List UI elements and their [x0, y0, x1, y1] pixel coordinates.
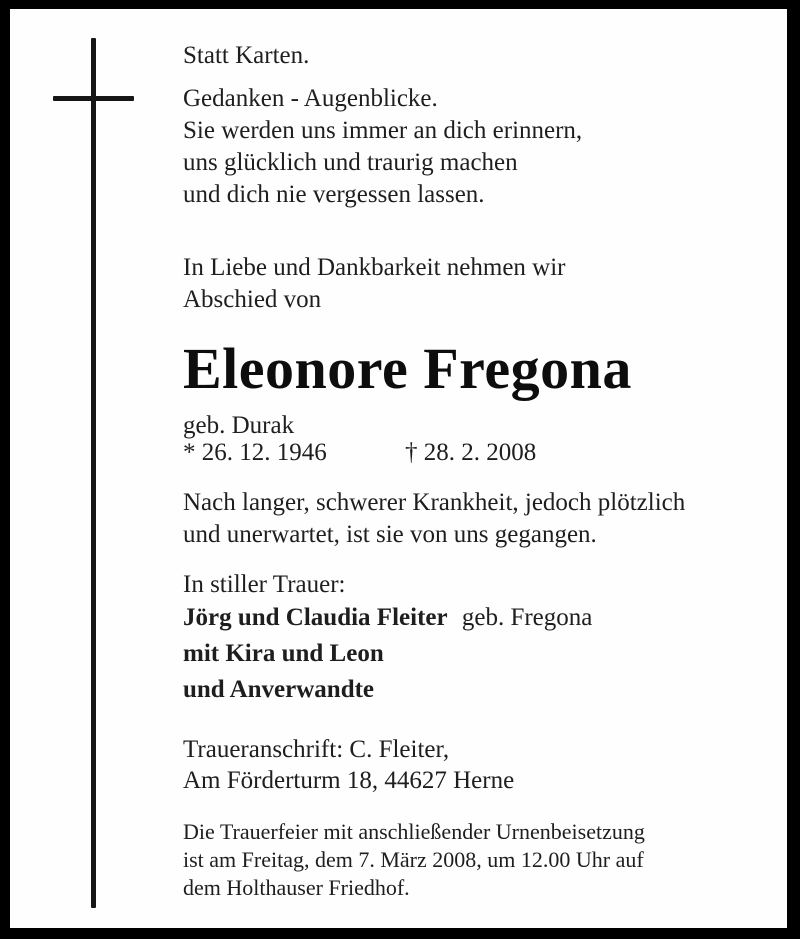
intro-line-2: Abschied von [183, 286, 322, 313]
family-children: mit Kira und Leon [183, 640, 384, 667]
poem-line-1: Gedanken - Augenblicke. [183, 85, 438, 112]
ceremony-info [183, 818, 645, 902]
intro-line-1: In Liebe und Dankbarkeit nehmen wir [183, 254, 566, 281]
farewell-line-2: und unerwartet, ist sie von uns gegangen. [183, 521, 597, 548]
intro [183, 252, 566, 316]
poem-line-4: und dich nie vergessen lassen. [183, 181, 485, 208]
maiden-name: geb. Durak [183, 412, 295, 439]
death-date: † 28. 2. 2008 [405, 439, 537, 466]
address-line-2: Am Förderturm 18, 44627 Herne [183, 767, 515, 794]
mourning-heading: In stiller Trauer: [183, 571, 346, 598]
poem-line-2: Sie werden uns immer an dich erinnern, [183, 117, 583, 144]
mourning-address [183, 734, 514, 796]
deceased-name: Eleonore Fregona [183, 336, 632, 401]
frame-bottom [0, 928, 800, 939]
birth-date: * 26. 12. 1946 [183, 439, 327, 466]
mourners-list [183, 600, 592, 708]
cross-vertical-bar [91, 38, 96, 908]
cross-horizontal-bar [53, 96, 134, 101]
farewell-text [183, 487, 685, 551]
life-dates [183, 437, 536, 468]
poem [183, 83, 582, 211]
ceremony-line-2: ist am Freitag, dem 7. März 2008, um 12.00 Uhr auf [183, 847, 644, 872]
farewell-line-1: Nach langer, schwerer Krankheit, jedoch plötzlich [183, 489, 686, 516]
poem-line-3: uns glücklich und traurig machen [183, 149, 518, 176]
family-maiden-suffix: geb. Fregona [461, 604, 593, 631]
family-relatives: und Anverwandte [183, 676, 375, 703]
family-names: Jörg und Claudia Fleiter [183, 604, 448, 631]
pre-text: Statt Karten. [183, 42, 310, 69]
ceremony-line-1: Die Trauerfeier mit anschließender Urnenbeisetzung [183, 819, 645, 844]
ceremony-line-3: dem Holthauser Friedhof. [183, 875, 410, 900]
frame-right [787, 0, 800, 939]
frame-top [0, 0, 800, 9]
address-line-1: Traueranschrift: C. Fleiter, [183, 736, 450, 763]
frame-left [0, 0, 10, 939]
family-main-line [183, 600, 592, 636]
